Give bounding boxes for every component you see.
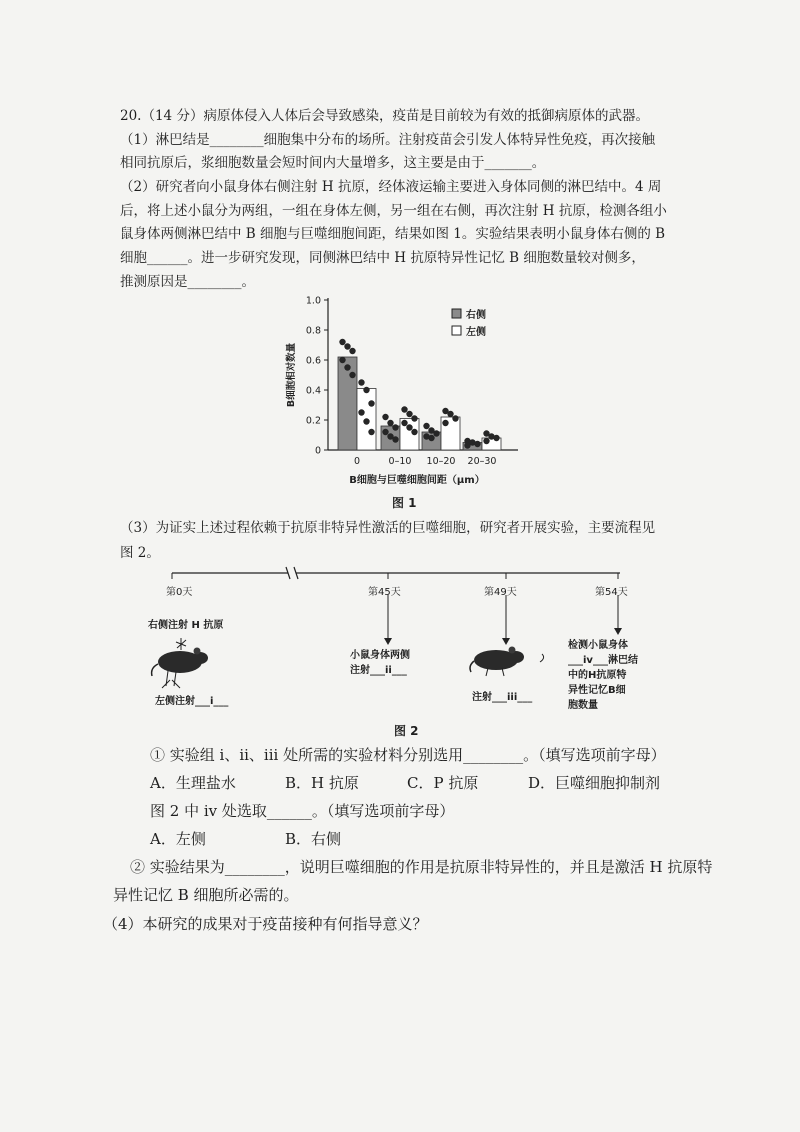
figure1-bar-chart [260, 285, 540, 497]
y-tick-label: 0 [314, 445, 321, 457]
data-point-left [368, 400, 374, 406]
data-point-right [339, 357, 345, 363]
y-tick-label: 0.2 [305, 415, 321, 427]
data-point-left [363, 387, 369, 393]
data-point-left [401, 406, 407, 412]
option-a-left: A．左侧 [150, 830, 206, 848]
data-point-right [344, 343, 350, 349]
part3-line-b: 图 2。 [120, 545, 160, 561]
mouse-icon [148, 636, 218, 692]
data-point-left [406, 411, 412, 417]
x-tick-label: 20–30 [467, 456, 497, 467]
legend-swatch-right [452, 309, 461, 318]
option-b-right: B．右侧 [285, 830, 342, 848]
data-point-right [387, 420, 393, 426]
y-tick-label: 0.8 [305, 325, 321, 337]
figure2-caption: 图 2 [394, 724, 419, 738]
data-point-left [452, 415, 458, 421]
y-tick-label: 1.0 [305, 295, 321, 307]
mouse-icon [468, 644, 552, 678]
data-point-left [483, 438, 489, 444]
timeline-day45: 第45天 [368, 587, 401, 598]
option-d-inhibitor: D．巨噬细胞抑制剂 [528, 774, 661, 792]
data-point-right [344, 364, 350, 370]
data-point-right [349, 348, 355, 354]
legend-label-left: 左侧 [466, 327, 486, 338]
day54-note-line2: ___iv___淋巴结 [568, 655, 638, 666]
part2-line-a: （2）研究者向小鼠身体右侧注射 H 抗原，经体液运输主要进入身体同侧的淋巴结中。4 周 [120, 179, 662, 195]
day45-note-line1: 小鼠身体两侧 [350, 650, 410, 661]
question-header: 20.（14 分）病原体侵入人体后会导致感染，疫苗是目前较为有效的抵御病原体的武器。 [120, 108, 649, 124]
data-point-left [368, 429, 374, 435]
timeline-day54: 第54天 [595, 587, 628, 598]
day54-note-line3: 中的H抗原特 [568, 670, 627, 681]
data-point-left [358, 409, 364, 415]
option-c-p-antigen: C．P 抗原 [407, 774, 479, 792]
data-point-left [411, 415, 417, 421]
data-point-left [442, 420, 448, 426]
day49-note: 注射___iii___ [472, 692, 533, 703]
part3-line-a: （3）为证实上述过程依赖于抗原非特异性激活的巨噬细胞，研究者开展实验，主要流程见 [120, 520, 656, 536]
y-axis-label: B细胞相对数量 [286, 342, 297, 408]
part1-line-b: 相同抗原后，浆细胞数量会短时间内大量增多，这主要是由于_______。 [120, 155, 546, 171]
data-point-left [406, 424, 412, 430]
subquestion2-line-b: 异性记忆 B 细胞所必需的。 [113, 886, 299, 904]
x-axis-label: B细胞与巨噬细胞间距（μm） [349, 475, 485, 486]
timeline-day0: 第0天 [166, 587, 193, 598]
x-tick-label: 0–10 [388, 456, 412, 467]
data-point-right [433, 430, 439, 436]
part2-line-b: 后，将上述小鼠分为两组，一组在身体左侧，另一组在右侧，再次注射 H 抗原，检测各组小 [120, 203, 667, 219]
data-point-left [493, 435, 499, 441]
data-point-right [474, 441, 480, 447]
part2-line-e: 推测原因是________。 [120, 274, 255, 290]
data-point-right [382, 429, 388, 435]
legend-label-right: 右侧 [466, 310, 486, 321]
data-point-left [411, 429, 417, 435]
data-point-right [428, 435, 434, 441]
y-tick-label: 0.6 [305, 355, 321, 367]
figure1-caption: 图 1 [392, 496, 417, 510]
data-point-right [392, 436, 398, 442]
x-tick-label: 10–20 [426, 456, 456, 467]
data-point-left [447, 411, 453, 417]
data-point-right [382, 414, 388, 420]
part1-line-a: （1）淋巴结是________细胞集中分布的场所。注射疫苗会引发人体特异性免疫，再次接触 [120, 132, 656, 148]
y-tick-label: 0.4 [305, 385, 321, 397]
right-inject-label: 右侧注射 H 抗原 [148, 620, 224, 631]
x-tick-label: 0 [353, 456, 361, 467]
data-point-right [423, 423, 429, 429]
part2-line-c: 鼠身体两侧淋巴结中 B 细胞与巨噬细胞间距，结果如图 1。实验结果表明小鼠身体右侧的 B [120, 226, 666, 242]
day54-note-line4: 异性记忆B细 [568, 685, 626, 696]
subquestion2-line-a: ② 实验结果为________，说明巨噬细胞的作用是抗原非特异性的，并且是激活 H 抗原特 [130, 858, 713, 876]
timeline-day49: 第49天 [484, 587, 517, 598]
subquestion1-line-b: 图 2 中 iv 处选取______。（填写选项前字母） [150, 802, 455, 820]
data-point-right [339, 339, 345, 345]
part4-question: （4）本研究的成果对于疫苗接种有何指导意义？ [103, 915, 428, 933]
option-b-h-antigen: B．H 抗原 [285, 774, 359, 792]
data-point-right [464, 442, 470, 448]
data-point-left [363, 418, 369, 424]
day45-note-line2: 注射___ii___ [350, 665, 407, 676]
day54-note-line1: 检测小鼠身体 [568, 640, 628, 651]
data-point-right [349, 372, 355, 378]
option-a-saline: A．生理盐水 [150, 774, 236, 792]
bar-right [338, 357, 357, 450]
subquestion1-line-a: ① 实验组 i、ii、iii 处所需的实验材料分别选用________。（填写选项前字母） [150, 746, 666, 764]
day54-note-line5: 胞数量 [568, 700, 598, 711]
data-point-left [358, 379, 364, 385]
data-point-left [401, 420, 407, 426]
legend-swatch-left [452, 326, 461, 335]
part2-line-d: 细胞______。进一步研究发现，同侧淋巴结中 H 抗原特异性记忆 B 细胞数量较对侧多， [120, 250, 645, 266]
left-inject-label: 左侧注射___i___ [155, 696, 229, 707]
data-point-right [392, 424, 398, 430]
